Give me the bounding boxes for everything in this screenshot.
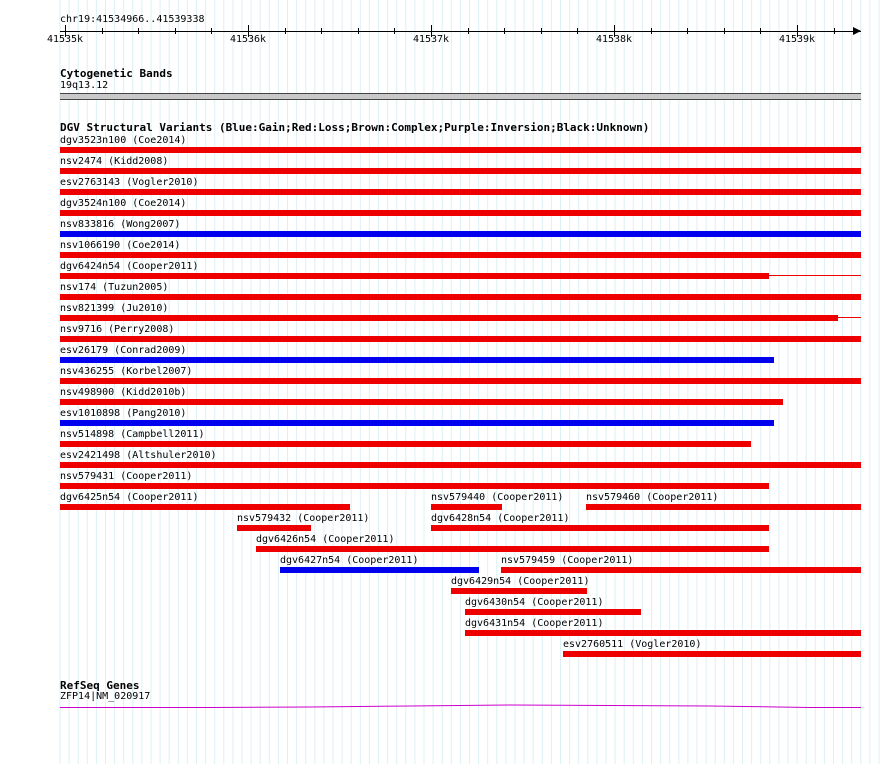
dgv-feature-label[interactable]: dgv6428n54 (Cooper2011) — [431, 513, 570, 524]
dgv-feature-label[interactable]: dgv6430n54 (Cooper2011) — [465, 597, 604, 608]
ruler-tick-label: 41537k — [412, 34, 450, 45]
dgv-feature-label[interactable]: esv26179 (Conrad2009) — [60, 345, 187, 356]
dgv-feature-label[interactable]: nsv514898 (Campbell2011) — [60, 429, 205, 440]
ruler-tick-label: 41536k — [229, 34, 267, 45]
ruler-location: chr19:41534966..41539338 — [60, 14, 205, 25]
ruler-arrow-right — [853, 27, 861, 35]
dgv-feature-bar[interactable] — [60, 147, 861, 153]
dgv-feature-label[interactable]: nsv833816 (Wong2007) — [60, 219, 181, 230]
ruler-minor-tick — [138, 28, 139, 34]
dgv-row-separator — [60, 317, 861, 318]
dgv-feature-bar[interactable] — [431, 525, 769, 531]
dgv-feature-bar[interactable] — [60, 210, 861, 216]
dgv-row-separator — [60, 191, 861, 192]
cytoband-title: Cytogenetic Bands — [60, 67, 173, 80]
ruler-minor-tick — [321, 28, 322, 34]
dgv-row-separator — [60, 275, 861, 276]
dgv-feature-bar[interactable] — [60, 294, 861, 300]
ruler-minor-tick — [285, 28, 286, 34]
dgv-feature-bar[interactable] — [431, 504, 502, 510]
ruler-minor-tick — [358, 28, 359, 34]
dgv-feature-label[interactable]: nsv579459 (Cooper2011) — [501, 555, 634, 566]
dgv-feature-bar[interactable] — [501, 567, 861, 573]
dgv-feature-bar[interactable] — [465, 630, 861, 636]
dgv-feature-bar[interactable] — [60, 189, 861, 195]
dgv-feature-bar[interactable] — [563, 651, 861, 657]
dgv-feature-bar[interactable] — [451, 588, 587, 594]
dgv-feature-label[interactable]: dgv6431n54 (Cooper2011) — [465, 618, 604, 629]
dgv-feature-label[interactable]: dgv6427n54 (Cooper2011) — [280, 555, 419, 566]
dgv-feature-bar[interactable] — [60, 252, 861, 258]
dgv-feature-label[interactable]: nsv579432 (Cooper2011) — [237, 513, 370, 524]
ruler-axis — [60, 31, 861, 32]
dgv-feature-bar[interactable] — [60, 231, 861, 237]
ruler-minor-tick — [102, 28, 103, 34]
dgv-feature-label[interactable]: nsv579440 (Cooper2011) — [431, 492, 564, 503]
dgv-feature-label[interactable]: dgv6426n54 (Cooper2011) — [256, 534, 395, 545]
dgv-feature-label[interactable]: esv1010898 (Pang2010) — [60, 408, 187, 419]
dgv-track-title: DGV Structural Variants (Blue:Gain;Red:Loss;Brown:Complex;Purple:Inversion;Black:Unknown) — [60, 121, 650, 134]
ruler-minor-tick — [541, 28, 542, 34]
dgv-feature-label[interactable]: esv2760511 (Vogler2010) — [563, 639, 702, 650]
dgv-feature-label[interactable]: nsv174 (Tuzun2005) — [60, 282, 169, 293]
dgv-feature-label[interactable]: esv2763143 (Vogler2010) — [60, 177, 199, 188]
ruler-minor-tick — [651, 28, 652, 34]
dgv-feature-bar[interactable] — [60, 462, 861, 468]
refseq-gene-line[interactable] — [60, 702, 861, 712]
dgv-feature-label[interactable]: dgv3524n100 (Coe2014) — [60, 198, 187, 209]
dgv-feature-bar[interactable] — [60, 357, 774, 363]
dgv-row-separator — [60, 212, 861, 213]
dgv-feature-bar[interactable] — [60, 378, 861, 384]
dgv-feature-bar[interactable] — [60, 483, 769, 489]
dgv-feature-label[interactable]: dgv3523n100 (Coe2014) — [60, 135, 187, 146]
ruler-minor-tick — [175, 28, 176, 34]
ruler-minor-tick — [760, 28, 761, 34]
dgv-row-separator — [60, 296, 861, 297]
ruler-minor-tick — [687, 28, 688, 34]
dgv-feature-label[interactable]: esv2421498 (Altshuler2010) — [60, 450, 217, 461]
dgv-feature-label[interactable]: nsv436255 (Korbel2007) — [60, 366, 193, 377]
cytoband-bar[interactable] — [60, 93, 861, 100]
ruler-minor-tick — [394, 28, 395, 34]
dgv-row-separator — [60, 170, 861, 171]
dgv-feature-label[interactable]: dgv6424n54 (Cooper2011) — [60, 261, 199, 272]
dgv-feature-bar[interactable] — [237, 525, 311, 531]
dgv-feature-bar[interactable] — [586, 504, 861, 510]
ruler-minor-tick — [211, 28, 212, 34]
dgv-feature-label[interactable]: nsv579431 (Cooper2011) — [60, 471, 193, 482]
refseq-track-title: RefSeq Genes — [60, 679, 140, 692]
dgv-row-separator — [60, 380, 861, 381]
ruler-tick-label: 41535k — [46, 34, 84, 45]
dgv-feature-bar[interactable] — [60, 315, 838, 321]
dgv-feature-label[interactable]: dgv6429n54 (Cooper2011) — [451, 576, 590, 587]
dgv-feature-label[interactable]: nsv2474 (Kidd2008) — [60, 156, 169, 167]
dgv-feature-label[interactable]: nsv821399 (Ju2010) — [60, 303, 169, 314]
ruler-minor-tick — [468, 28, 469, 34]
dgv-feature-bar[interactable] — [60, 273, 769, 279]
dgv-feature-bar[interactable] — [60, 441, 751, 447]
dgv-feature-bar[interactable] — [280, 567, 479, 573]
dgv-row-separator — [60, 254, 861, 255]
dgv-feature-bar[interactable] — [60, 420, 774, 426]
ruler-tick-label: 41539k — [778, 34, 816, 45]
dgv-feature-bar[interactable] — [256, 546, 769, 552]
ruler-minor-tick — [577, 28, 578, 34]
ruler-minor-tick — [834, 28, 835, 34]
cytoband-name: 19q13.12 — [60, 80, 109, 91]
dgv-feature-bar[interactable] — [60, 336, 861, 342]
dgv-feature-label[interactable]: nsv1066190 (Coe2014) — [60, 240, 181, 251]
dgv-feature-bar[interactable] — [465, 609, 641, 615]
dgv-feature-bar[interactable] — [60, 399, 783, 405]
dgv-row-separator — [60, 338, 861, 339]
dgv-feature-label[interactable]: dgv6425n54 (Cooper2011) — [60, 492, 199, 503]
refseq-gene-label[interactable]: ZFP14|NM_020917 — [60, 691, 151, 702]
ruler-minor-tick — [724, 28, 725, 34]
dgv-feature-bar[interactable] — [60, 504, 350, 510]
dgv-row-separator — [60, 233, 861, 234]
dgv-feature-label[interactable]: nsv579460 (Cooper2011) — [586, 492, 719, 503]
dgv-feature-label[interactable]: nsv9716 (Perry2008) — [60, 324, 175, 335]
ruler-minor-tick — [504, 28, 505, 34]
dgv-feature-bar[interactable] — [60, 168, 861, 174]
dgv-feature-label[interactable]: nsv498900 (Kidd2010b) — [60, 387, 187, 398]
ruler-tick-label: 41538k — [595, 34, 633, 45]
